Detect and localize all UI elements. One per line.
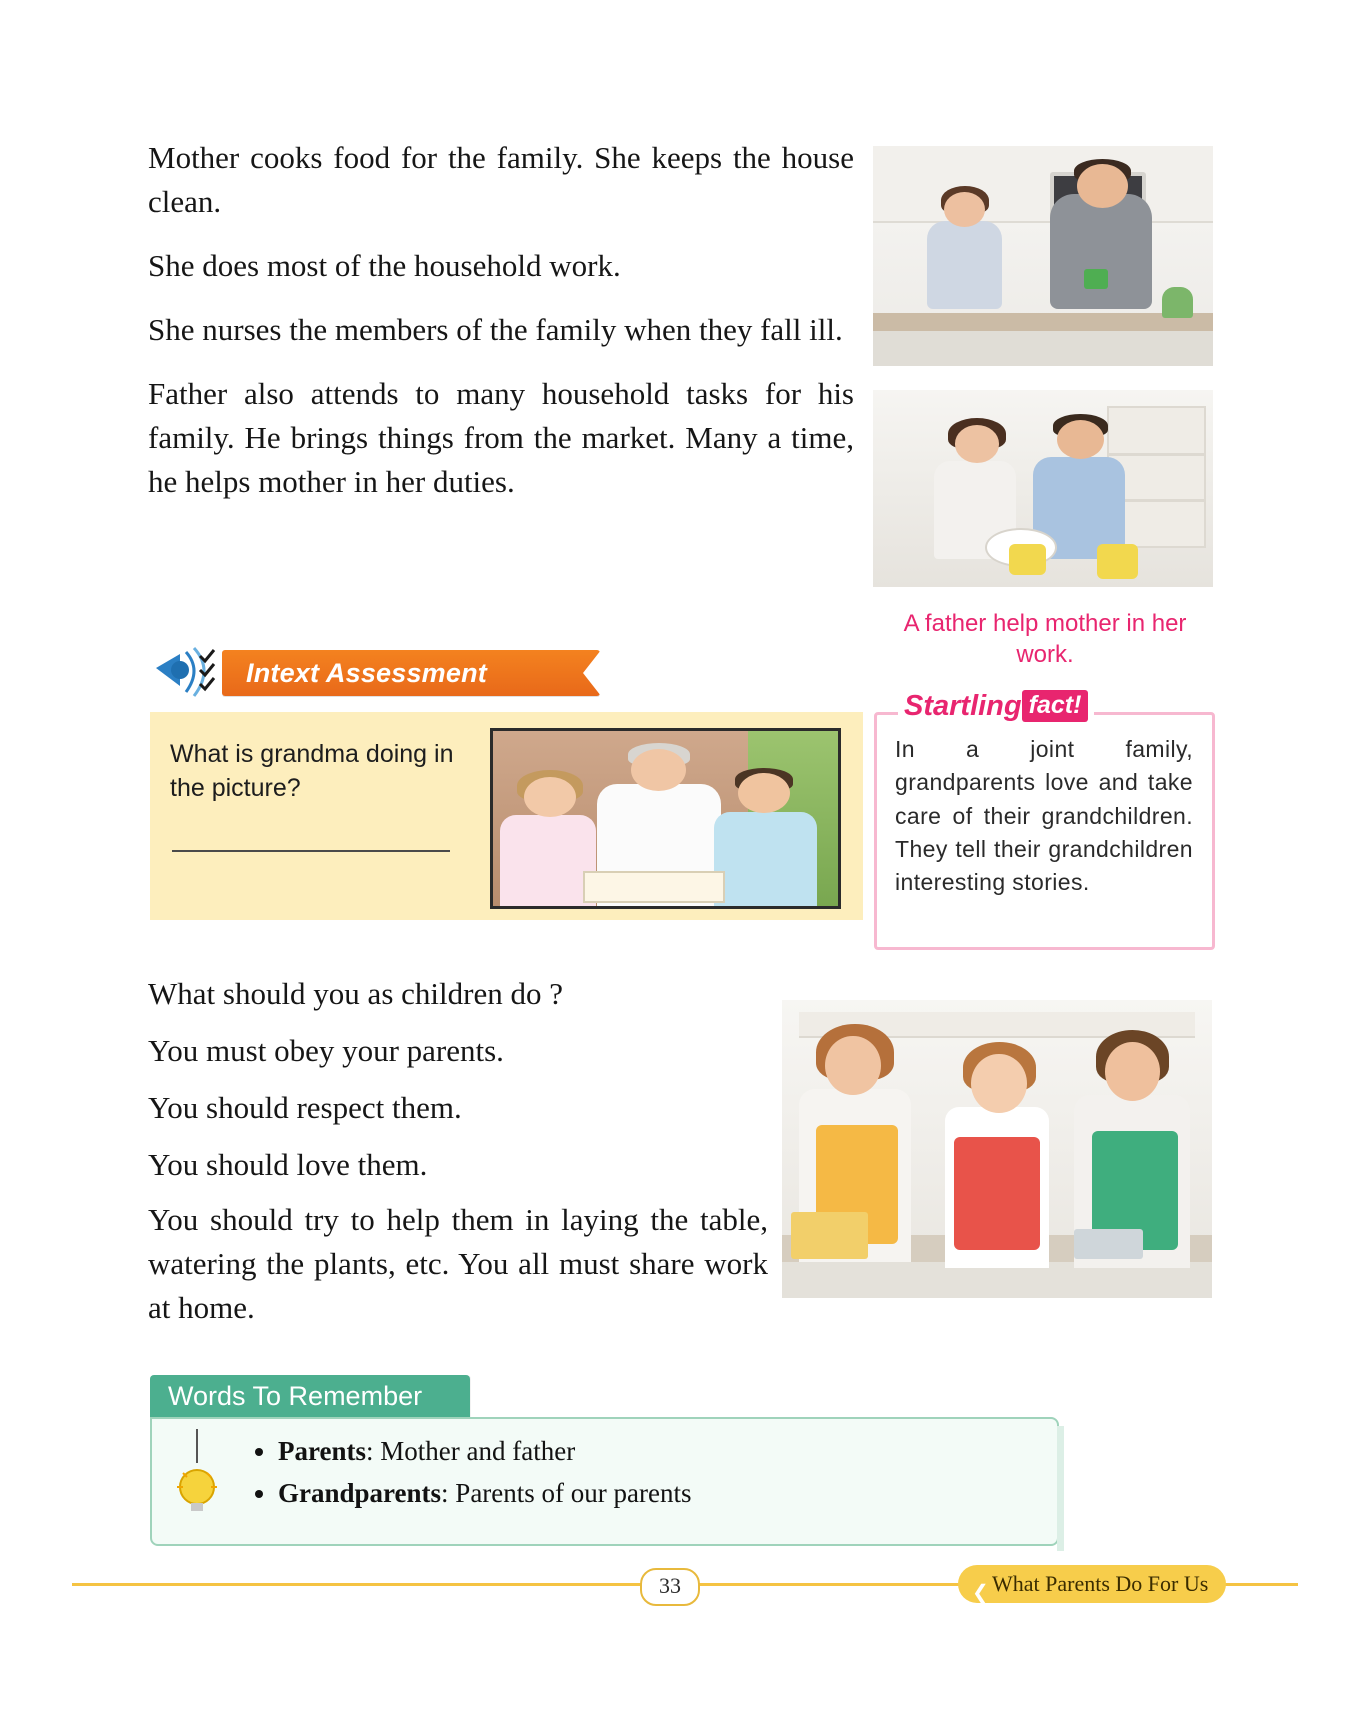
startling-fact-text: In a joint family, grandparents love and take care of their grandchildren. They tell their grandchildren interesting stories. xyxy=(895,736,1193,896)
term: Grandparents xyxy=(278,1477,442,1508)
words-to-remember-list xyxy=(256,1431,691,1515)
text-line: You should love them. xyxy=(148,1147,428,1183)
footer-chapter-chip xyxy=(958,1565,1226,1603)
intext-assessment-title: Intext Assessment xyxy=(246,658,487,688)
photo-parents-washing-dishes xyxy=(873,390,1213,587)
bulb-icon xyxy=(176,1429,218,1515)
words-to-remember-title: Words To Remember xyxy=(168,1381,423,1411)
megaphone-checklist-icon xyxy=(150,642,236,704)
chevron-left-icon: ❮ xyxy=(972,1582,989,1604)
startling-title-word: Startling xyxy=(904,690,1022,722)
term-separator: : xyxy=(441,1477,449,1508)
photo-caption-father-helps: A father help mother in her work. xyxy=(903,610,1187,669)
intext-assessment-banner xyxy=(150,650,600,696)
text-line: You should respect them. xyxy=(148,1090,462,1126)
startling-fact-box xyxy=(874,712,1215,950)
term: Parents xyxy=(278,1436,366,1466)
definition: Parents of our parents xyxy=(455,1477,692,1508)
box-shadow-edge xyxy=(1057,1426,1064,1551)
intext-question-box xyxy=(150,712,863,920)
intext-question-text: What is grandma doing in the picture? xyxy=(170,740,454,802)
lower-text-column xyxy=(148,970,768,1330)
paragraph: Father also attends to many household tasks for his family. He brings things from the market. Many a time, he helps mother in her duties. xyxy=(148,376,854,500)
paragraph: You should try to help them in laying the table, watering the plants, etc. You all must share work at home. xyxy=(148,1202,768,1326)
words-to-remember-box xyxy=(150,1417,1059,1546)
footer-chapter-title: What Parents Do For Us xyxy=(992,1571,1209,1596)
photo-grandma-with-grandchildren xyxy=(490,728,841,909)
startling-fact-heading xyxy=(898,690,1094,724)
paragraph: Mother cooks food for the family. She keeps the house clean. xyxy=(148,140,854,220)
list-item xyxy=(278,1473,691,1515)
photo-kitchen-father-cleaning xyxy=(873,146,1213,366)
words-to-remember-tab xyxy=(150,1375,470,1417)
startling-title-tag: fact! xyxy=(1022,690,1089,722)
text-line: What should you as children do ? xyxy=(148,976,563,1011)
intext-answer-line[interactable] xyxy=(172,850,450,852)
main-text-column xyxy=(148,136,854,524)
text-line: You must obey your parents. xyxy=(148,1033,504,1069)
photo-family-sharing-work xyxy=(782,1000,1212,1298)
definition: Mother and father xyxy=(380,1436,576,1466)
page-number: 33 xyxy=(640,1568,700,1606)
list-item xyxy=(278,1431,691,1473)
paragraph: She does most of the household work. xyxy=(148,248,621,284)
paragraph: She nurses the members of the family when they fall ill. xyxy=(148,312,843,348)
term-separator: : xyxy=(366,1436,374,1466)
